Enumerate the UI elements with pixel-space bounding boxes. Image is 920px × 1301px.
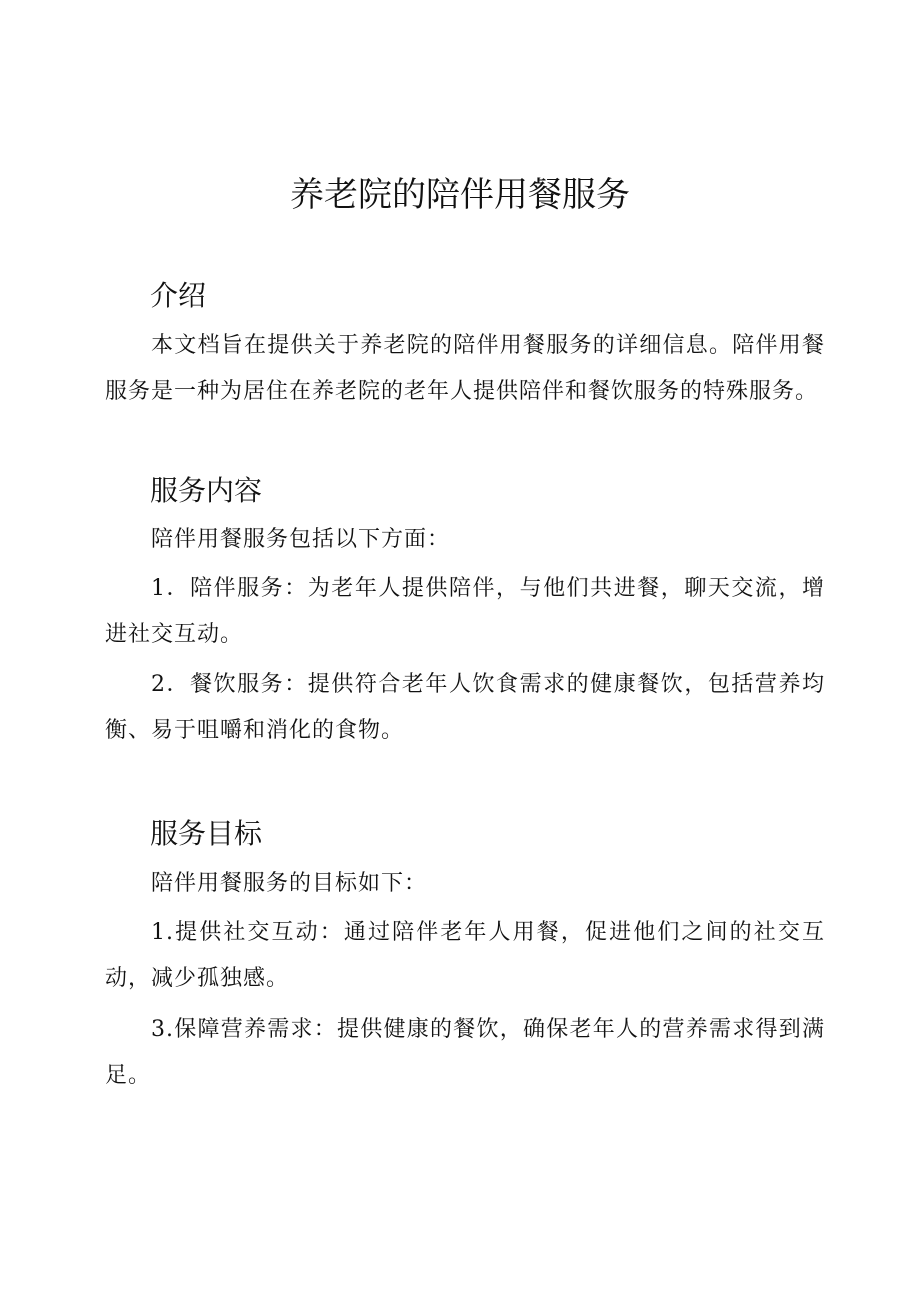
- list-item-catering-service: 2．餐饮服务：提供符合老年人饮食需求的健康餐饮，包括营养均衡、易于咀嚼和消化的食物。: [105, 672, 825, 743]
- list-item-nutrition-needs: 3.保障营养需求：提供健康的餐饮，确保老年人的营养需求得到满足。: [105, 1017, 825, 1088]
- section-heading-service-goals: 服务目标: [150, 817, 263, 850]
- section-heading-introduction: 介绍: [150, 279, 207, 312]
- document-title: 养老院的陪伴用餐服务: [290, 175, 630, 215]
- paragraph-service-content-intro: 陪伴用餐服务包括以下方面：: [151, 527, 451, 552]
- list-item-companion-service: 1．陪伴服务：为老年人提供陪伴，与他们共进餐，聊天交流，增进社交互动。: [105, 576, 825, 647]
- paragraph-service-goals-intro: 陪伴用餐服务的目标如下：: [151, 871, 428, 896]
- paragraph-introduction: 本文档旨在提供关于养老院的陪伴用餐服务的详细信息。陪伴用餐服务是一种为居住在养老院的老年人提供陪伴和餐饮服务的特殊服务。: [105, 333, 825, 404]
- section-heading-service-content: 服务内容: [150, 474, 263, 507]
- list-item-social-interaction: 1.提供社交互动：通过陪伴老年人用餐，促进他们之间的社交互动，减少孤独感。: [105, 920, 825, 991]
